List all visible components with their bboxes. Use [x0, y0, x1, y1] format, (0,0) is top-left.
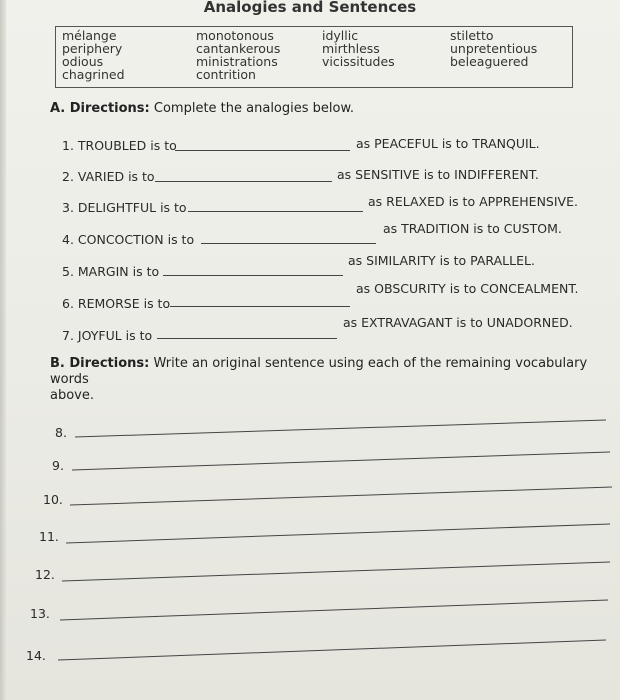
analogy-item [0, 315, 620, 348]
vocab-word: idyllic [322, 28, 359, 43]
writing-line[interactable] [0, 452, 620, 482]
vocab-word: vicissitudes [322, 54, 395, 69]
analogy-prompt: 5. MARGIN is to [62, 264, 160, 279]
answer-blank[interactable] [155, 181, 332, 182]
word-column-1 [62, 29, 125, 81]
analogy-prompt: 3. DELIGHTFUL is to [62, 200, 187, 215]
vocab-word: monotonous [196, 28, 274, 43]
answer-blank[interactable] [157, 338, 337, 339]
analogy-item [0, 281, 620, 316]
vocabulary-word-box [55, 26, 573, 88]
section-a-directions [50, 101, 354, 116]
answer-blank[interactable] [163, 275, 343, 276]
analogy-prompt: 6. REMORSE is to [62, 296, 171, 311]
vocab-word: mirthless [322, 41, 380, 56]
vocab-word: odious [62, 54, 104, 69]
sentence-number: 11. [39, 529, 59, 544]
vocab-word: cantankerous [196, 41, 281, 56]
analogy-completion: as RELAXED is to APPREHENSIVE. [368, 194, 578, 209]
analogy-prompt: 7. JOYFUL is to [62, 328, 153, 343]
section-a-heading: A. Directions: [50, 101, 150, 116]
word-column-3 [322, 29, 395, 68]
vocab-word: ministrations [196, 54, 278, 69]
sentence-line [0, 420, 620, 450]
analogy-item [0, 221, 620, 252]
analogy-completion: as PEACEFUL is to TRANQUIL. [356, 136, 540, 151]
writing-line[interactable] [0, 562, 620, 592]
page-title: Analogies and Sentences [203, 0, 417, 16]
analogy-item [0, 136, 620, 158]
sentence-line [0, 562, 620, 592]
answer-blank[interactable] [188, 211, 363, 212]
sentence-number: 13. [30, 606, 50, 621]
sentence-number: 9. [52, 458, 64, 473]
sentence-line [0, 600, 620, 630]
vocab-word: stiletto [450, 28, 494, 43]
writing-line[interactable] [0, 524, 620, 554]
analogy-completion: as OBSCURITY is to CONCEALMENT. [356, 281, 579, 296]
section-b-text-line2: above. [50, 388, 94, 403]
analogy-prompt: 2. VARIED is to [62, 169, 155, 184]
analogy-completion: as EXTRAVAGANT is to UNADORNED. [343, 315, 573, 330]
writing-line[interactable] [0, 420, 620, 450]
page-edge-shadow [0, 0, 6, 700]
analogy-completion: as SIMILARITY is to PARALLEL. [348, 253, 535, 268]
sentence-number: 8. [55, 425, 67, 440]
vocab-word: mélange [62, 28, 117, 43]
writing-line[interactable] [0, 487, 620, 517]
analogy-completion: as TRADITION is to CUSTOM. [383, 221, 562, 236]
section-b-heading: B. Directions: [50, 356, 150, 371]
section-b-directions [50, 356, 590, 404]
sentence-line [0, 640, 620, 670]
sentence-line [0, 524, 620, 554]
analogy-item [0, 194, 620, 220]
answer-blank[interactable] [175, 150, 350, 151]
writing-line[interactable] [0, 640, 620, 670]
writing-line[interactable] [0, 600, 620, 630]
word-column-2 [196, 29, 280, 81]
vocab-word: beleaguered [450, 54, 529, 69]
answer-blank[interactable] [170, 306, 350, 307]
analogy-prompt: 1. TROUBLED is to [62, 138, 177, 153]
vocab-word: unpretentious [450, 41, 538, 56]
analogy-completion: as SENSITIVE is to INDIFFERENT. [337, 167, 539, 182]
sentence-line [0, 452, 620, 482]
vocab-word: chagrined [62, 67, 125, 82]
answer-blank[interactable] [201, 243, 376, 244]
vocab-word: periphery [62, 41, 123, 56]
analogy-item [0, 167, 620, 189]
section-b-text: Write an original sentence using each of the remaining vocabulary words [50, 356, 588, 387]
sentence-number: 10. [43, 492, 63, 507]
sentence-line [0, 487, 620, 517]
analogy-prompt: 4. CONCOCTION is to [62, 232, 195, 247]
sentence-number: 14. [26, 648, 46, 663]
word-column-4 [450, 29, 537, 68]
section-a-text: Complete the analogies below. [153, 101, 355, 116]
sentence-number: 12. [35, 567, 55, 582]
vocab-word: contrition [196, 67, 256, 82]
